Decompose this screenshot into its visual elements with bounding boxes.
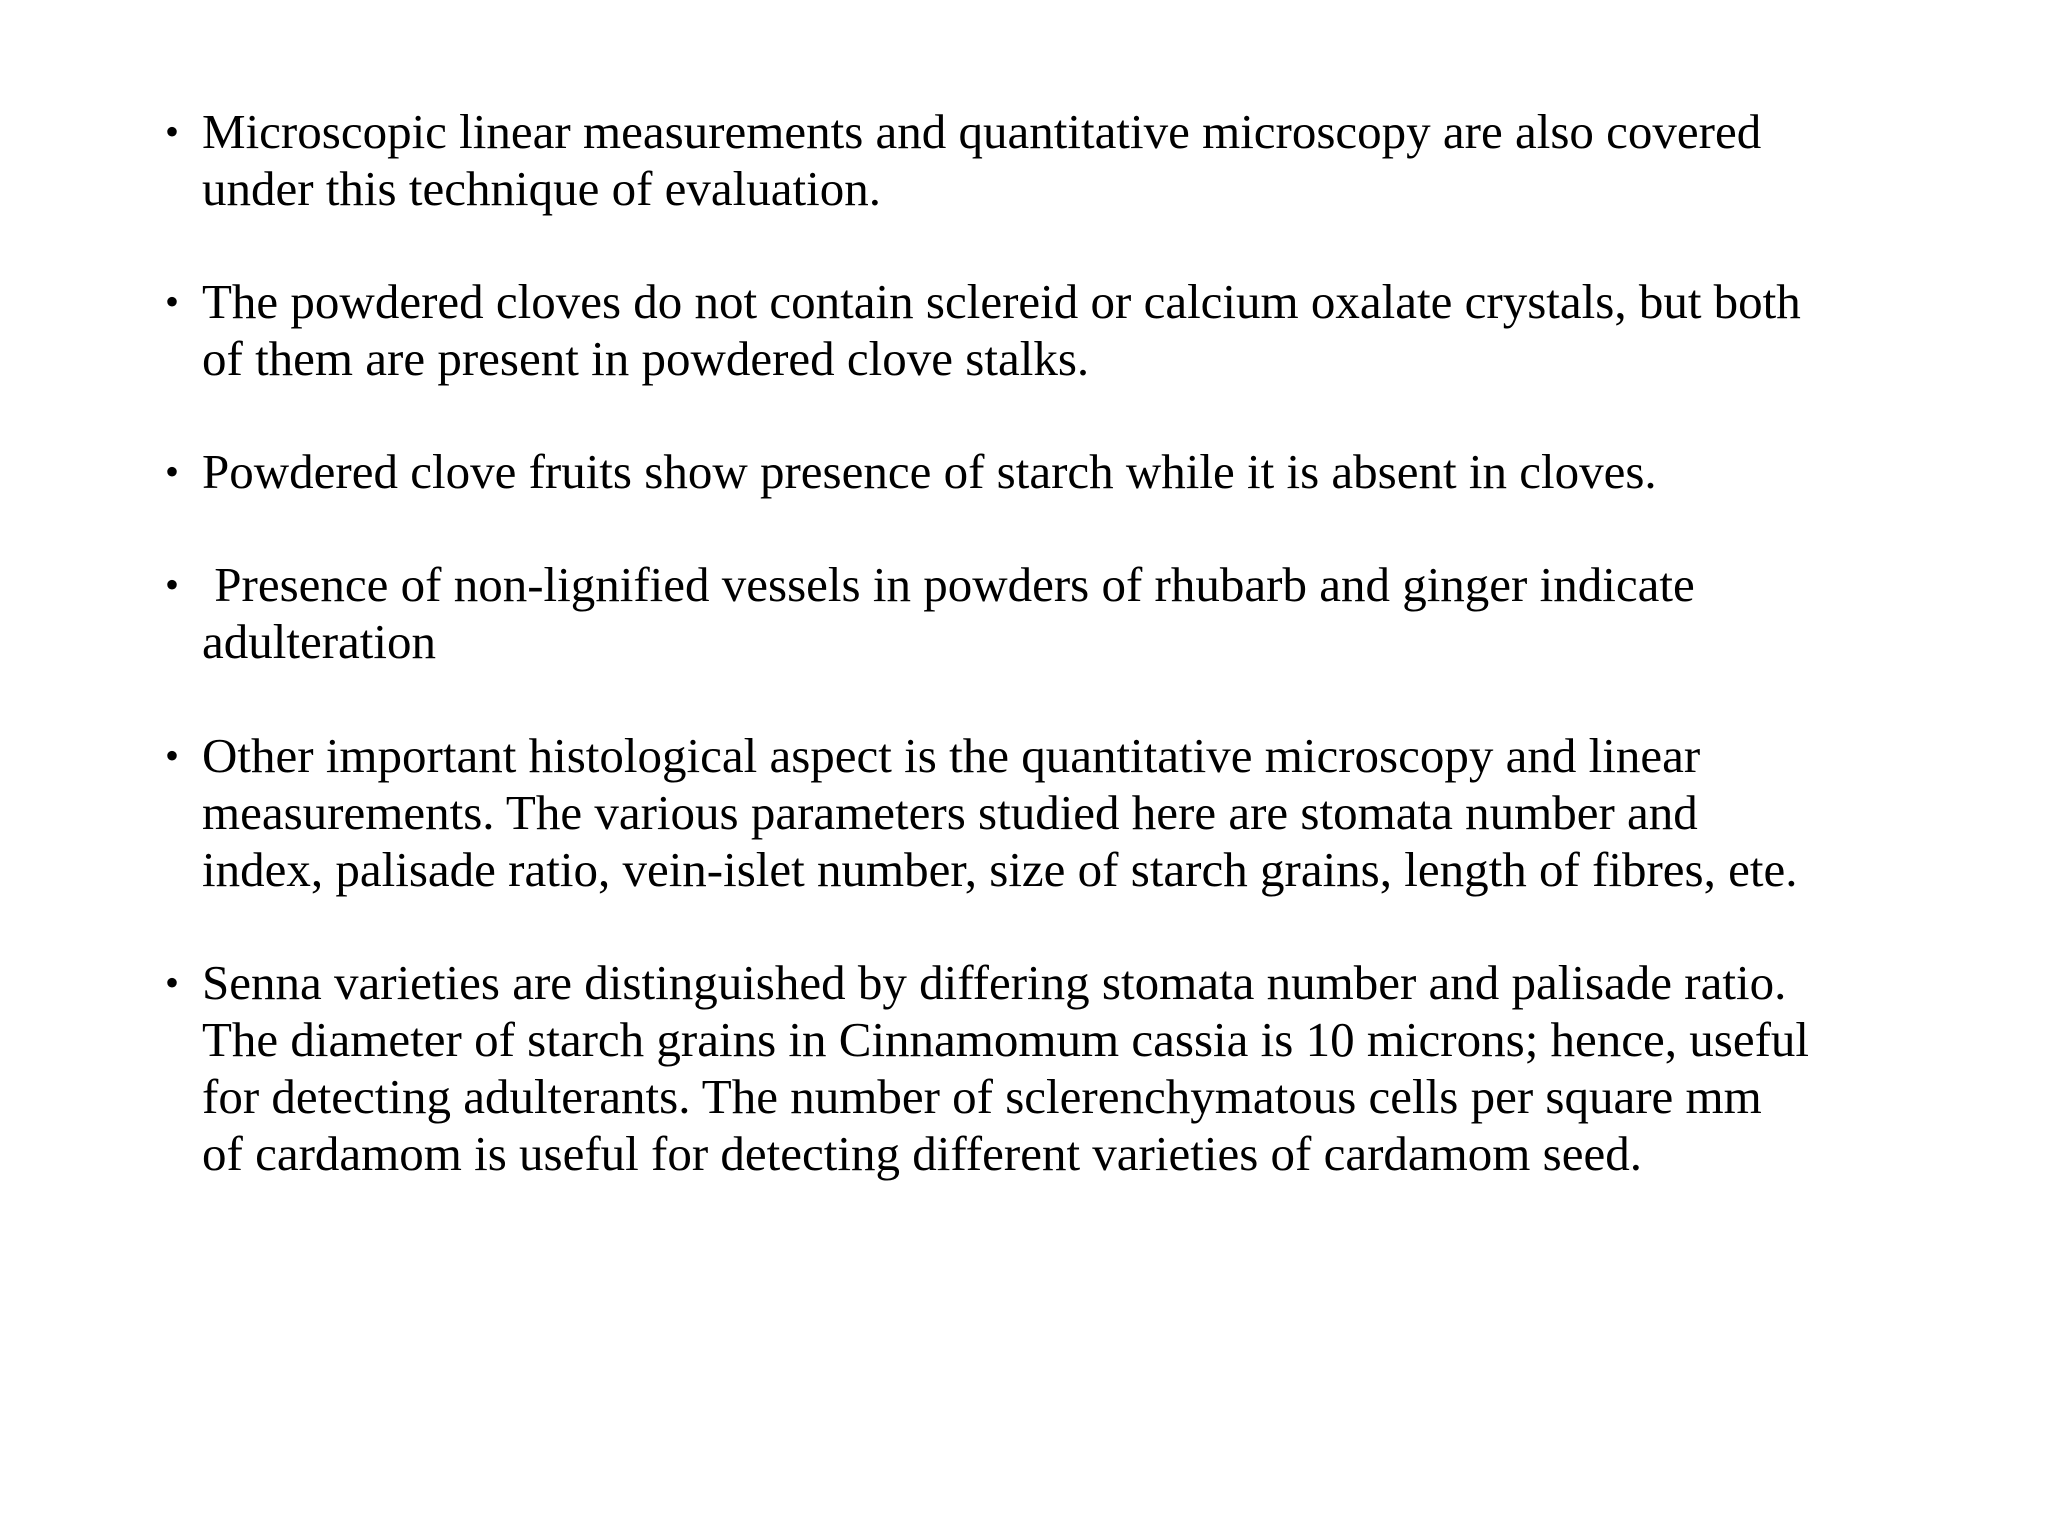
bullet-item-clove-fruits	[165, 443, 1925, 500]
bullet-text	[202, 954, 1925, 1182]
bullet-line: for detecting adulterants. The number of sclerenchymatous cells per square mm	[202, 1069, 1762, 1124]
bullet-text	[202, 103, 1925, 217]
bullet-item-linear-measurements	[165, 103, 1925, 217]
bullet-item-powdered-cloves	[165, 273, 1925, 387]
bullet-text	[202, 727, 1925, 898]
bullet-item-non-lignified-vessels	[165, 556, 1925, 670]
bullet-dot-icon: •	[165, 562, 180, 607]
bullet-line: of cardamom is useful for detecting different varieties of cardamom seed.	[202, 1126, 1642, 1181]
bullet-line: Other important histological aspect is the quantitative microscopy and linear	[202, 728, 1701, 783]
bullet-line: Senna varieties are distinguished by differing stomata number and palisade ratio.	[202, 955, 1787, 1010]
bullet-dot-icon: •	[165, 960, 180, 1005]
bullet-item-histological-aspect	[165, 727, 1925, 898]
bullet-line: The powdered cloves do not contain sclereid or calcium oxalate crystals, but both	[202, 274, 1801, 329]
bullet-text	[202, 556, 1925, 670]
bullet-line: adulteration	[202, 614, 437, 669]
bullet-text	[202, 273, 1925, 387]
bullet-dot-icon: •	[165, 109, 180, 154]
bullet-dot-icon: •	[165, 279, 180, 324]
bullet-line: Presence of non-lignified vessels in powders of rhubarb and ginger indicate	[202, 557, 1695, 612]
bullet-line: index, palisade ratio, vein-islet number, size of starch grains, length of fibres, ete.	[202, 842, 1798, 897]
bullet-item-senna-varieties	[165, 954, 1925, 1182]
bullet-line: of them are present in powdered clove stalks.	[202, 331, 1090, 386]
bullet-line: The diameter of starch grains in Cinnamomum cassia is 10 microns; hence, useful	[202, 1012, 1810, 1067]
bullet-dot-icon: •	[165, 449, 180, 494]
bullet-line: under this technique of evaluation.	[202, 161, 881, 216]
bullet-text	[202, 443, 1925, 500]
bullet-line: Powdered clove fruits show presence of starch while it is absent in cloves.	[202, 444, 1657, 499]
bullet-dot-icon: •	[165, 733, 180, 778]
bullet-line: measurements. The various parameters studied here are stomata number and	[202, 785, 1698, 840]
bullet-line: Microscopic linear measurements and quantitative microscopy are also covered	[202, 104, 1762, 159]
